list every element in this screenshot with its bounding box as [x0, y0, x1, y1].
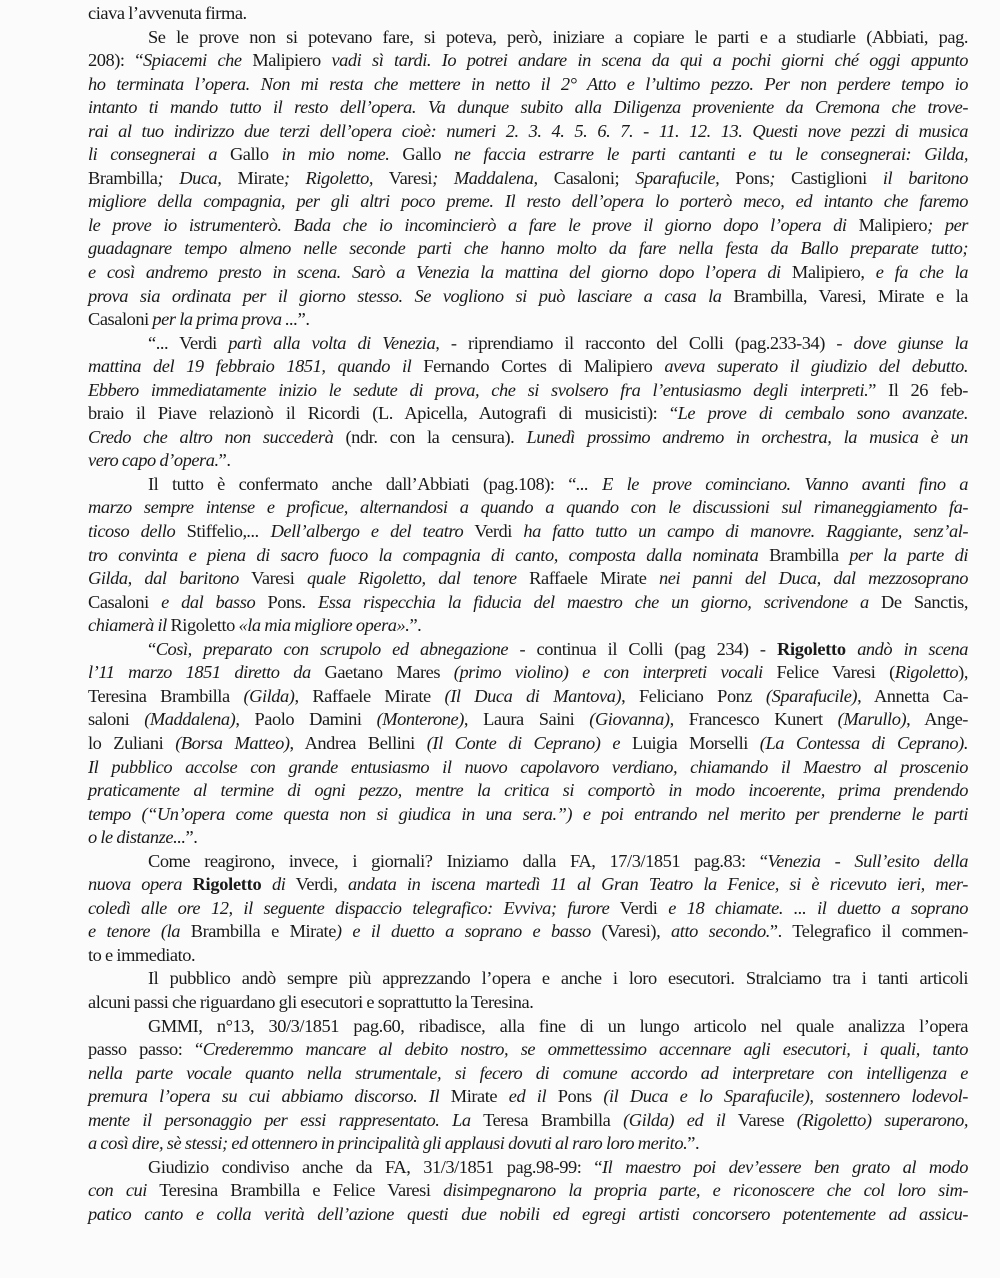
text-line: Casaloni per la prima prova ...”.: [88, 309, 310, 330]
text-line: Il pubblico accolse con grande entusiasmo il nuovo capolavoro verdiano, chiamando il Maestro al proscenio: [88, 756, 968, 777]
text-line: ciava l’avvenuta firma.: [88, 3, 247, 23]
text-line: Gilda, dal baritono Varesi quale Rigoletto, dal tenore Raffaele Mirate nei panni del Duca, dal mezzosoprano: [88, 568, 968, 589]
text-line: GMMI, n°13, 30/3/1851 pag.60, ribadisce, alla fine di un lungo articolo nel quale analizza l’opera: [148, 1015, 968, 1036]
text-line: a così dire, sè stessi; ed ottennero in principalità gli applausi dovuti al raro loro merito.”.: [88, 1133, 700, 1154]
text-line: Come reagirono, invece, i giornali? Iniziamo dalla FA, 17/3/1851 pag.83: “Venezia - Sull’esito della: [148, 850, 968, 871]
text-line: patico canto e colla verità dell’azione questi due nobili ed egregi artisti concorsero potentemente ad assicu-: [88, 1203, 968, 1224]
text-line: prova sia ordinata per il giorno stesso. Se vogliono si può lasciare a casa la Brambilla, Varesi, Mirate e la: [88, 285, 968, 306]
text-line: alcuni passi che riguardano gli esecutori e soprattutto la Teresina.: [88, 991, 534, 1012]
text-line: mente il personaggio per essi rappresentato. La Teresa Brambilla (Gilda) ed il Varese (Rigoletto) superarono,: [88, 1109, 969, 1130]
text-line: 208): “Spiacemi che Malipiero vadi sì tardi. Io potrei andare in scena da qui a pochi giorni ché oggi appunto: [88, 50, 968, 71]
text-line: Teresina Brambilla (Gilda), Raffaele Mirate (Il Duca di Mantova), Feliciano Ponz (Sparafucile), Annetta Ca-: [88, 685, 969, 706]
text-line: Il tutto è confermato anche dall’Abbiati (pag.108): “... E le prove cominciano. Vanno avanti fino a: [148, 473, 969, 494]
text-line: Il pubblico andò sempre più apprezzando l’opera e anche i loro esecutori. Stralciamo tra i tanti articoli: [148, 968, 968, 989]
text-line: mattina del 19 febbraio 1851, quando il Fernando Cortes di Malipiero aveva superato il giudizio del debutto.: [88, 356, 968, 377]
text-line: le prove io istrumenterò. Bada che io incomincierò a fare le prove il giorno dopo l’opera di Malipiero; per: [88, 214, 968, 235]
text-line: tro convinta e piena di sacro fuoco la compagnia di canto, composta dalla nominata Brambilla per la parte di: [88, 544, 968, 565]
text-line: ho terminata l’opera. Non mi resta che mettere in netto il 2° Atto e l’ultimo pezzo. Per non perdere tempo io: [88, 73, 968, 94]
text-line: premura l’opera su cui abbiamo discorso. Il Mirate ed il Pons (il Duca e lo Sparafucile), sostennero lodevol-: [88, 1086, 968, 1107]
text-line: li consegnerai a Gallo in mio nome. Gallo ne faccia estrarre le parti cantanti e tu le consegnerai: Gilda,: [88, 144, 968, 165]
text-line: tempo (“Un’opera come questa non si giudica in una sera.”) e poi entrando nel merito per prenderne le parti: [88, 803, 968, 824]
text-line: guadagnare tempo almeno nelle seconde parti che hanno molto da fare nella festa da Ballo preparate tutto;: [88, 238, 968, 259]
text-line: nella parte vocale quanto nella strumentale, si fecero di comune accordo ad interpretare con intelligenza e: [88, 1062, 968, 1083]
text-line: l’11 marzo 1851 diretto da Gaetano Mares (primo violino) e con interpreti vocali Felice Varesi (Rigoletto),: [88, 662, 968, 683]
text-line: rai al tuo indirizzo due terzi dell’opera cioè: numeri 2. 3. 4. 5. 6. 7. - 11. 12. 13. Questi nove pezzi di musica: [88, 120, 968, 141]
text-line: “... Verdi partì alla volta di Venezia, - riprendiamo il racconto del Colli (pag.233-34) - dove giunse la: [148, 332, 968, 353]
text-line: e tenore (la Brambilla e Mirate) e il duetto a soprano e basso (Varesi), atto secondo.”. Telegrafico il commen-: [88, 921, 968, 942]
text-line: marzo sempre intense e proficue, alternandosi a quando a quando con le discussioni sul rimaneggiamento fa-: [88, 497, 968, 518]
text-line: ticoso dello Stiffelio,... Dell’albergo e del teatro Verdi ha fatto tutto un campo di manovre. Raggiante, senz’al-: [88, 521, 969, 542]
text-line: nuova opera Rigoletto di Verdi, andata in iscena martedì 11 al Gran Teatro la Fenice, si è ricevuto ieri, mer-: [88, 874, 968, 895]
text-line: intanto ti mando tutto il resto dell’opera. Va dunque subito alla Diligenza proveniente da Cremona che trove-: [88, 97, 968, 118]
text-line: Casaloni e dal basso Pons. Essa rispecchia la fiducia del maestro che un giorno, scrivendone a De Sanctis,: [88, 591, 968, 612]
text-line: Brambilla; Duca, Mirate; Rigoletto, Varesi; Maddalena, Casaloni; Sparafucile, Pons; Castiglioni il baritono: [88, 167, 969, 188]
text-line: saloni (Maddalena), Paolo Damini (Monterone), Laura Saini (Giovanna), Francesco Kunert (Marullo), Ange-: [88, 709, 968, 730]
text-line: “Così, preparato con scrupolo ed abnegazione - continua il Colli (pag 234) - Rigoletto andò in scena: [148, 638, 968, 659]
text-line: chiamerà il Rigoletto «la mia migliore opera».”.: [88, 615, 422, 636]
text-line: vero capo d’opera.”.: [88, 450, 231, 471]
document-page: [88, 2, 968, 1226]
text-line: braio il Piave relazionò il Ricordi (L. Apicella, Autografi di musicisti): “Le prove di cembalo sono avanzate.: [88, 403, 969, 424]
text-line: to e immediato.: [88, 944, 196, 965]
text-line: passo passo: “Crederemmo mancare al debito nostro, se ommettessimo accennare agli esecutori, i quali, tanto: [88, 1039, 968, 1060]
text-line: o le distanze...”.: [88, 827, 198, 848]
text-line: migliore della compagnia, per gli altri poco preme. Il resto dell’opera lo porterò meco, ed intanto che faremo: [88, 191, 968, 212]
text-line: con cui Teresina Brambilla e Felice Varesi disimpegnarono la propria parte, e riconoscere che col loro sim-: [88, 1180, 968, 1201]
text-line: Credo che altro non succederà (ndr. con la censura). Lunedì prossimo andremo in orchestra, la musica è un: [88, 426, 968, 447]
text-line: lo Zuliani (Borsa Matteo), Andrea Bellini (Il Conte di Ceprano) e Luigia Morselli (La Contessa di Ceprano).: [88, 732, 968, 753]
text-line: e così andremo presto in scena. Sarò a Venezia la mattina del giorno dopo l’opera di Malipiero, e fa che la: [88, 262, 968, 283]
text-line: Ebbero immediatamente inizio le sedute di prova, che si svolsero fra l’entusiasmo degli interpreti.” Il 26 feb-: [88, 379, 968, 400]
text-line: praticamente al termine di ogni pezzo, mentre la critica si comportò in modo incoerente, prima prendendo: [88, 780, 968, 801]
text-line: coledì alle ore 12, il seguente dispaccio telegrafico: Evviva; furore Verdi e 18 chiamate. ... il duetto a soprano: [88, 897, 968, 918]
text-line: Giudizio condiviso anche da FA, 31/3/1851 pag.98-99: “Il maestro poi dev’essere ben grato al modo: [148, 1156, 968, 1177]
text-line: Se le prove non si potevano fare, si poteva, però, iniziare a copiare le parti e a studiarle (Abbiati, pag.: [148, 26, 968, 47]
